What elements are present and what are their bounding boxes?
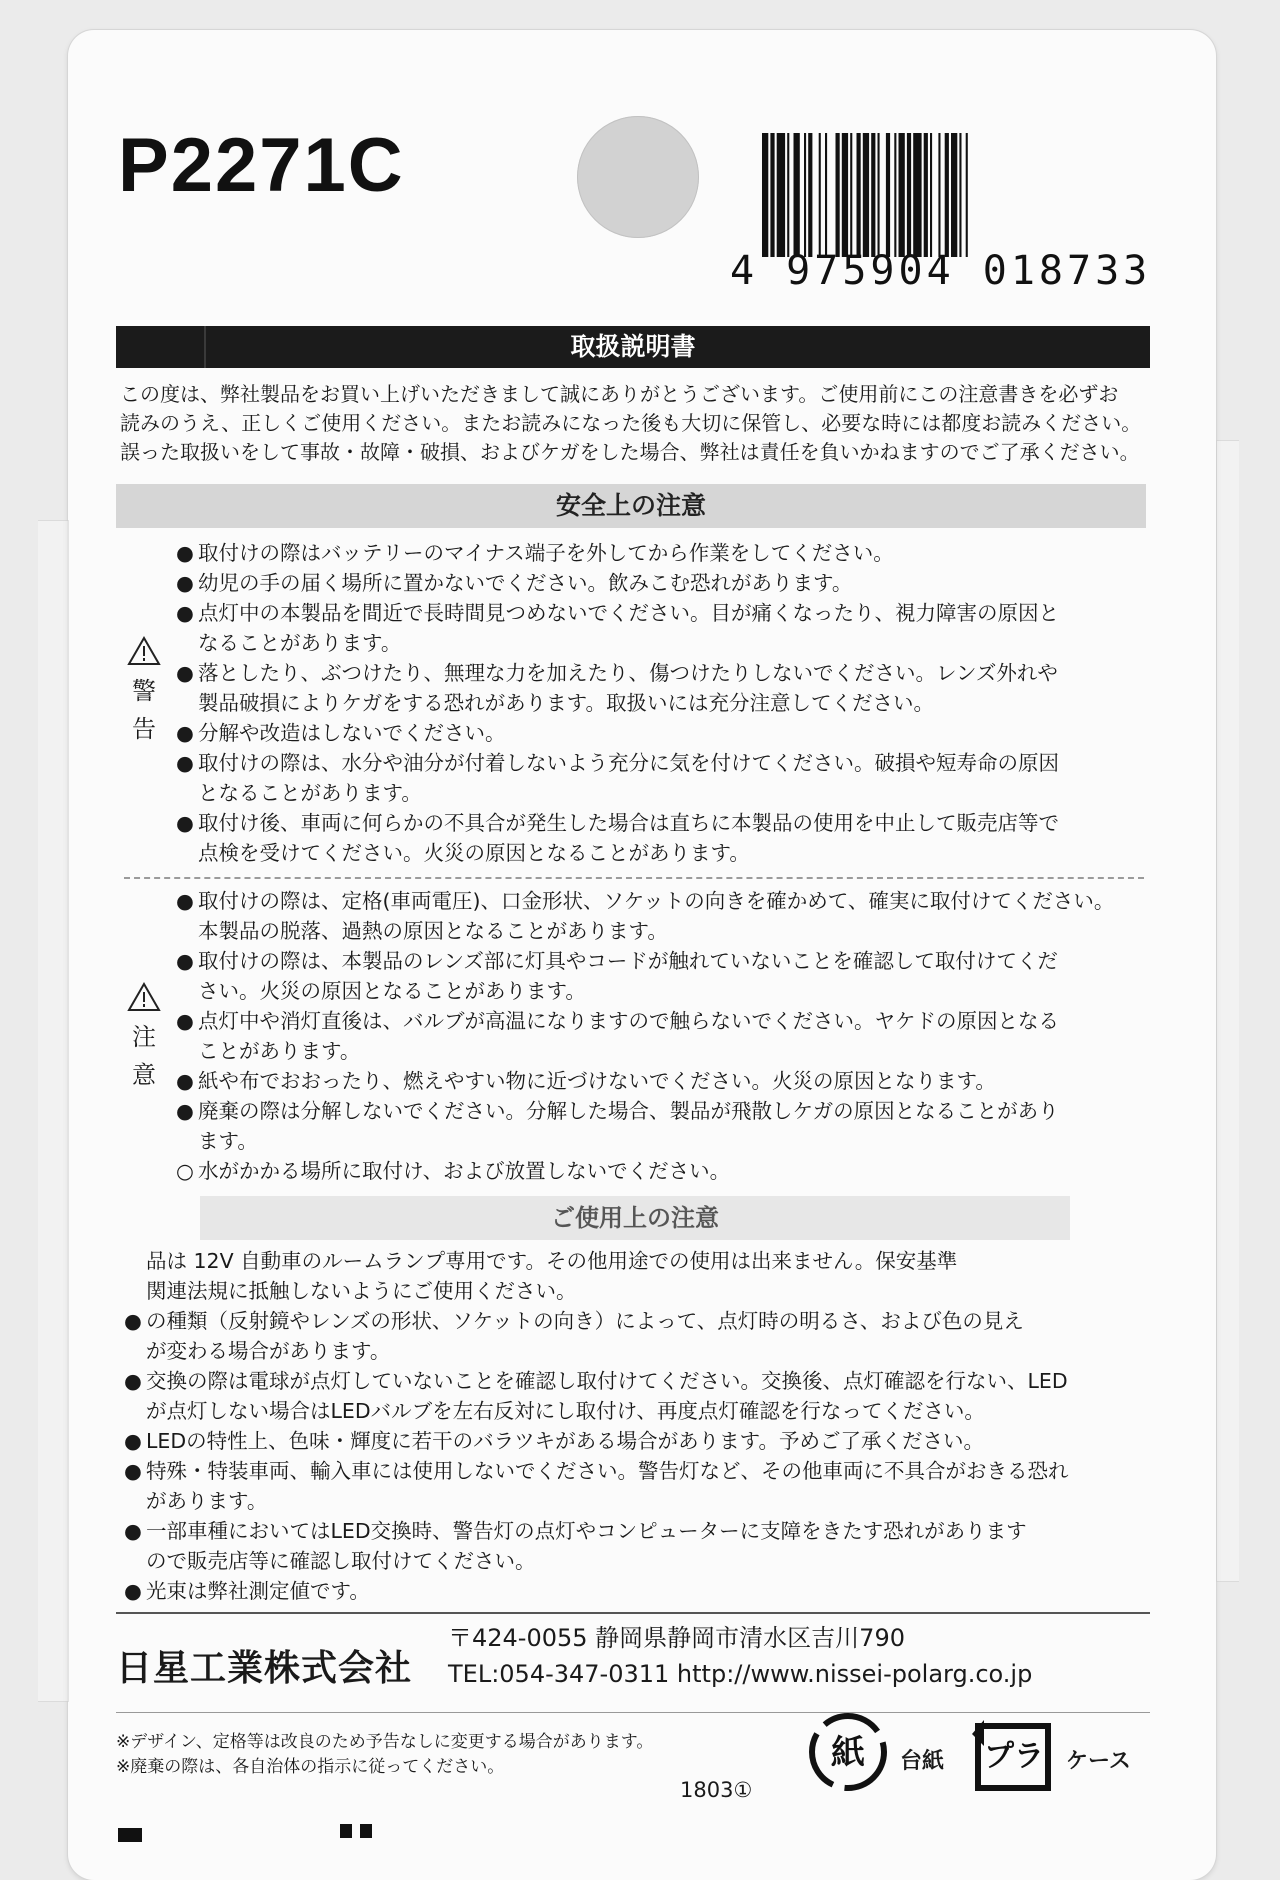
barcode-bar (836, 133, 840, 257)
note-design: ※デザイン、定格等は改良のため予告なしに変更する場合があります。 (116, 1732, 654, 1752)
barcode-bar (878, 133, 880, 257)
bullet: ● (176, 751, 194, 775)
barcode-bar (808, 133, 812, 257)
warning-item (176, 718, 1059, 748)
footer-rule-top (116, 1612, 1150, 1614)
usage-item (124, 1576, 1069, 1606)
bullet: ● (124, 1459, 142, 1483)
barcode-bar (966, 133, 968, 257)
usage-item (124, 1246, 1069, 1306)
barcode-bar (850, 133, 852, 257)
blister-fold-right (1216, 440, 1239, 1582)
usage-line: ので販売店等に確認し取付けてください。 (146, 1549, 536, 1573)
caution-line: 取付けの際は、定格(車両電圧)、口金形状、ソケットの向きを確かめて、確実に取付けてください。 (198, 889, 1115, 913)
barcode-bar (762, 133, 768, 257)
caution-line: 本製品の脱落、過熱の原因となることがあります。 (198, 919, 668, 943)
section-divider (124, 877, 1144, 879)
caution-char-1: 注 (132, 1023, 156, 1051)
barcode-bar (913, 133, 921, 257)
warning-item (176, 568, 1059, 598)
plastic-mark-text: プラ (984, 1739, 1044, 1774)
intro-line: この度は、弊社製品をお買い上げいただきまして誠にありがとうございます。ご使用前にこの注意書きを必ずお (120, 382, 1119, 406)
caution-item (176, 1156, 1114, 1186)
barcode-bar (825, 133, 827, 257)
barcode-bar (951, 133, 957, 257)
plastic-recycle-icon (968, 1706, 1060, 1798)
paper-recycle-icon (806, 1710, 890, 1794)
barcode-number: 4 975904 018733 (730, 248, 1152, 294)
usage-item (124, 1456, 1069, 1516)
bullet: ● (176, 541, 194, 565)
barcode-bar (894, 133, 896, 257)
bullet: ○ (176, 1159, 194, 1183)
usage-item (124, 1306, 1069, 1366)
bullet: ● (124, 1519, 142, 1543)
caution-item (176, 1066, 1114, 1096)
barcode-bar (819, 133, 821, 257)
usage-title: ご使用上の注意 (200, 1196, 1070, 1240)
caution-line: さい。火災の原因となることがあります。 (198, 979, 586, 1003)
bullet: ● (176, 949, 194, 973)
usage-list (124, 1246, 1069, 1606)
bullet: ● (176, 721, 194, 745)
caution-line: ます。 (198, 1129, 258, 1153)
barcode-bar (959, 133, 961, 257)
note-disposal: ※廃棄の際は、各自治体の指示に従ってください。 (116, 1757, 505, 1777)
usage-line: が点灯しない場合はLEDバルブを左右反対にし取付け、再度点灯確認を行なってください。 (146, 1399, 985, 1423)
blister-fold-left (38, 520, 69, 1702)
barcode-bar (777, 133, 785, 257)
barcode-bar (938, 133, 940, 257)
hang-hole (577, 116, 699, 238)
warning-item (176, 658, 1059, 718)
warning-triangle-icon (127, 636, 161, 666)
bullet: ● (124, 1429, 142, 1453)
caution-item (176, 886, 1114, 946)
barcode-bar (794, 133, 800, 257)
warning-item (176, 598, 1059, 658)
caution-line: 取付けの際は、本製品のレンズ部に灯具やコードが触れていないことを確認して取付けてくだ (198, 949, 1058, 973)
warning-item (176, 748, 1059, 808)
company-contact: TEL:054-347-0311 http://www.nissei-polarg.co.jp (448, 1660, 1033, 1688)
warning-line: となることがあります。 (198, 781, 422, 805)
warning-line: 分解や改造はしないでください。 (198, 721, 506, 745)
bullet: ● (124, 1369, 142, 1393)
usage-line: 品は 12V 自動車のルームランプ専用です。その他用途での使用は出来ません。保安基準 (146, 1249, 958, 1273)
barcode-bar (945, 133, 949, 257)
warning-line: 点検を受けてください。火災の原因となることがあります。 (198, 841, 750, 865)
bullet: ● (124, 1309, 142, 1333)
usage-line: 光束は弊社測定値です。 (146, 1579, 370, 1603)
print-code: 1803① (680, 1778, 753, 1802)
warning-line: 落としたり、ぶつけたり、無理な力を加えたり、傷つけたりしないでください。レンズ外れや (198, 661, 1058, 685)
warning-list (176, 538, 1059, 868)
usage-line: 一部車種においてはLED交換時、警告灯の点灯やコンピューターに支障をきたす恐れがあります (146, 1519, 1027, 1543)
usage-line: 関連法規に抵触しないようにご使用ください。 (146, 1279, 577, 1303)
caution-line: 紙や布でおおったり、燃えやすい物に近づけないでください。火災の原因となります。 (198, 1069, 996, 1093)
caution-line: 廃棄の際は分解しないでください。分解した場合、製品が飛散しケガの原因となることがあり (198, 1099, 1059, 1123)
usage-line: LEDの特性上、色味・輝度に若干のバラツキがある場合があります。予めご了承ください。 (146, 1429, 985, 1453)
footer-notes (116, 1730, 653, 1780)
caution-list (176, 886, 1114, 1186)
registration-mark-3 (360, 1824, 372, 1838)
warning-line: 取付けの際はバッテリーのマイナス端子を外してから作業をしてください。 (198, 541, 894, 565)
registration-mark-2 (340, 1824, 352, 1838)
intro-line: 読みのうえ、正しくご使用ください。またお読みになった後も大切に保管し、必要な時には都度お読みください。 (120, 411, 1142, 435)
bullet: ● (124, 1579, 142, 1603)
bullet: ● (176, 601, 194, 625)
intro-text (120, 380, 1160, 467)
usage-line: があります。 (146, 1489, 268, 1513)
caution-line: ことがあります。 (198, 1039, 361, 1063)
usage-line: の種類（反射鏡やレンズの形状、ソケットの向き）によって、点灯時の明るさ、および色の見え (146, 1309, 1024, 1333)
caution-line: 点灯中や消灯直後は、バルブが高温になりますので触らないでください。ヤケドの原因となる (198, 1009, 1059, 1033)
barcode-bar (863, 133, 869, 257)
usage-line: 特殊・特装車両、輸入車には使用しないでください。警告灯など、その他車両に不具合がおきる恐れ (146, 1459, 1069, 1483)
bullet: ● (176, 661, 194, 685)
paper-mark-text: 紙 (831, 1733, 865, 1773)
bullet: ● (176, 571, 194, 595)
warning-line: 点灯中の本製品を間近で長時間見つめないでください。目が痛くなったり、視力障害の原因と (198, 601, 1059, 625)
warning-char-1: 警 (132, 677, 156, 705)
company-name: 日星工業株式会社 (116, 1648, 413, 1689)
paper-label: 台紙 (900, 1749, 945, 1774)
warning-line: なることがあります。 (198, 631, 402, 655)
warning-line: 製品破損によりケガをする恐れがあります。取扱いには充分注意してください。 (198, 691, 934, 715)
bullet: ● (176, 1009, 194, 1033)
company-address-block (448, 1620, 1032, 1692)
barcode-bar (899, 133, 905, 257)
warning-item (176, 808, 1059, 868)
usage-line: 交換の際は電球が点灯していないことを確認し取付けてください。交換後、点灯確認を行ない、LED (146, 1369, 1068, 1393)
warning-line: 取付けの際は、水分や油分が付着しないよう充分に気を付けてください。破損や短寿命の原因 (198, 751, 1059, 775)
caution-char-2: 意 (132, 1061, 156, 1089)
barcode-bar (924, 133, 928, 257)
barcode-bar (857, 133, 861, 257)
registration-mark-1 (118, 1828, 142, 1842)
usage-item (124, 1426, 1069, 1456)
plastic-label: ケース (1066, 1749, 1131, 1774)
barcode-bar (787, 133, 789, 257)
safety-title: 安全上の注意 (116, 484, 1146, 528)
warning-line: 幼児の手の届く場所に置かないでください。飲みこむ恐れがあります。 (198, 571, 853, 595)
usage-item (124, 1516, 1069, 1576)
barcode-bar (842, 133, 848, 257)
barcode-bar (907, 133, 911, 257)
bullet: ● (176, 1069, 194, 1093)
barcode-bar (770, 133, 774, 257)
barcode-bar (871, 133, 875, 257)
bullet: ● (176, 811, 194, 835)
usage-line: が変わる場合があります。 (146, 1339, 391, 1363)
warning-char-2: 告 (132, 715, 156, 743)
usage-item (124, 1366, 1069, 1426)
caution-side-label (124, 982, 164, 1094)
warning-item (176, 538, 1059, 568)
caution-triangle-icon (127, 982, 161, 1012)
bullet: ● (176, 889, 194, 913)
barcode-bar (804, 133, 806, 257)
model-number: P2271C (118, 123, 405, 208)
barcode (762, 133, 1166, 257)
barcode-bar (930, 133, 932, 257)
caution-line: 水がかかる場所に取付け、および放置しないでください。 (198, 1159, 731, 1183)
warning-side-label (124, 636, 164, 748)
caution-item (176, 946, 1114, 1006)
company-address: 〒424-0055 静岡県静岡市清水区吉川790 (448, 1624, 905, 1652)
bullet: ● (176, 1099, 194, 1123)
warning-line: 取付け後、車両に何らかの不具合が発生した場合は直ちに本製品の使用を中止して販売店等で (198, 811, 1059, 835)
manual-title: 取扱説明書 (116, 326, 1150, 368)
caution-item (176, 1096, 1114, 1156)
barcode-bar (886, 133, 890, 257)
intro-line: 誤った取扱いをして事故・故障・破損、およびケガをした場合、弊社は責任を負いかねますのでご了承ください。 (120, 440, 1140, 464)
caution-item (176, 1006, 1114, 1066)
